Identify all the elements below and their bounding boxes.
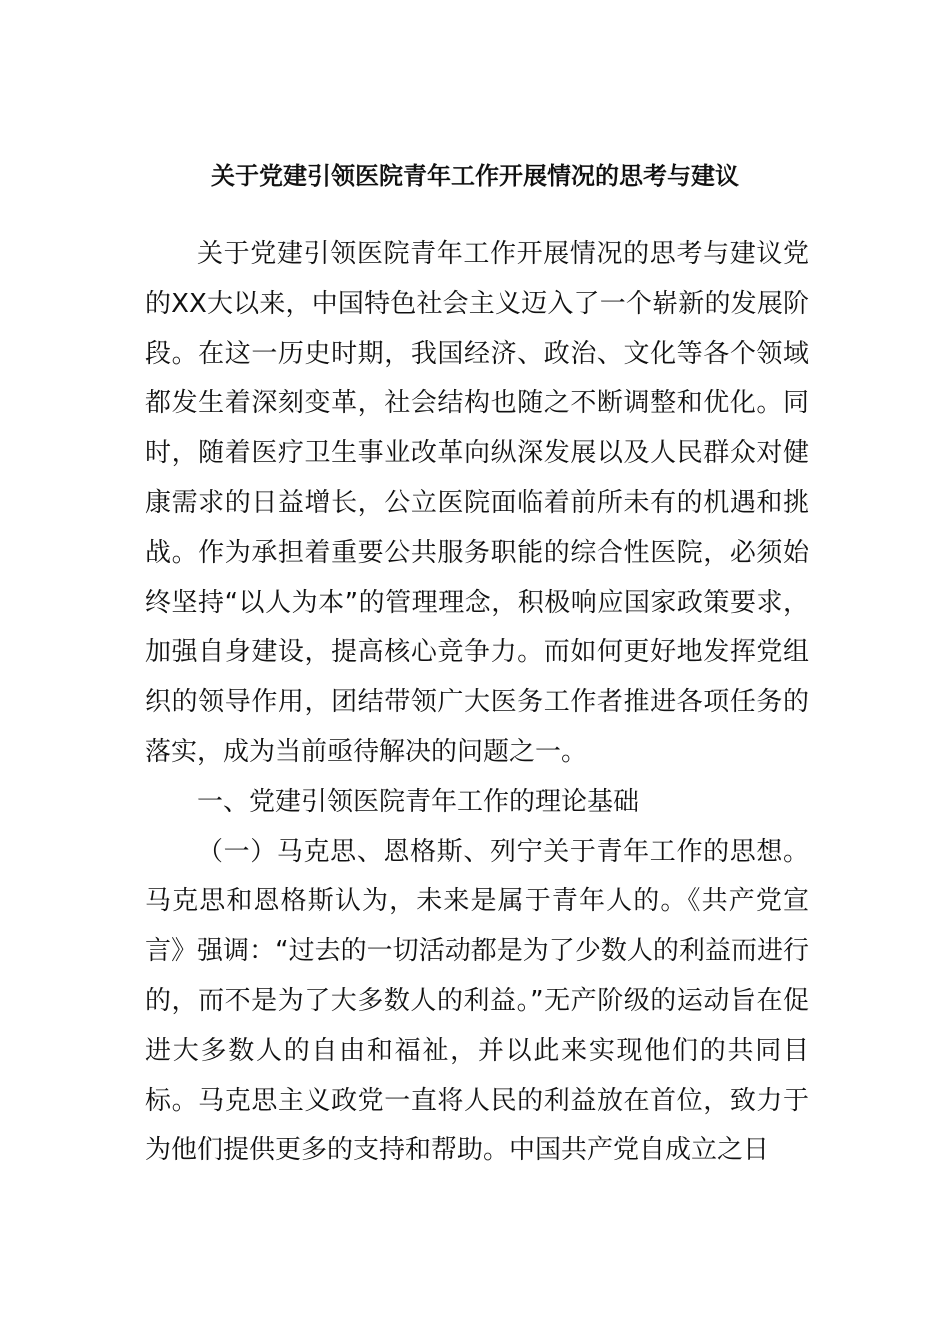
document-body <box>145 230 809 1176</box>
paragraph-intro: 关于党建引领医院青年工作开展情况的思考与建议党的XX大以来，中国特色社会主义迈入了一个崭新的发展阶段。在这一历史时期，我国经济、政治、文化等各个领域都发生着深刻变革，社会结构也随之不断调整和优化。同时，随着医疗卫生事业改革向纵深发展以及人民群众对健康需求的日益增长，公立医院面临着前所未有的机遇和挑战。作为承担着重要公共服务职能的综合性医院，必须始终坚持“以人为本”的管理理念，积极响应国家政策要求，加强自身建设，提高核心竞争力。而如何更好地发挥党组织的领导作用，团结带领广大医务工作者推进各项任务的落实，成为当前亟待解决的问题之一。 <box>145 239 809 767</box>
document-title: 关于党建引领医院青年工作开展情况的思考与建议 <box>211 162 739 190</box>
paragraph-subsection-1: （一）马克思、恩格斯、列宁关于青年工作的思想。马克思和恩格斯认为，未来是属于青年人的。《共产党宣言》强调：“过去的一切活动都是为了少数人的利益而进行的，而不是为了大多数人的利益。”无产阶级的运动旨在促进大多数人的自由和福祉，并以此来实现他们的共同目标。马克思主义政党一直将人民的利益放在首位，致力于为他们提供更多的支持和帮助。中国共产党自成立之日 <box>145 836 809 1166</box>
section-heading-1: 一、党建引领医院青年工作的理论基础 <box>197 786 640 817</box>
